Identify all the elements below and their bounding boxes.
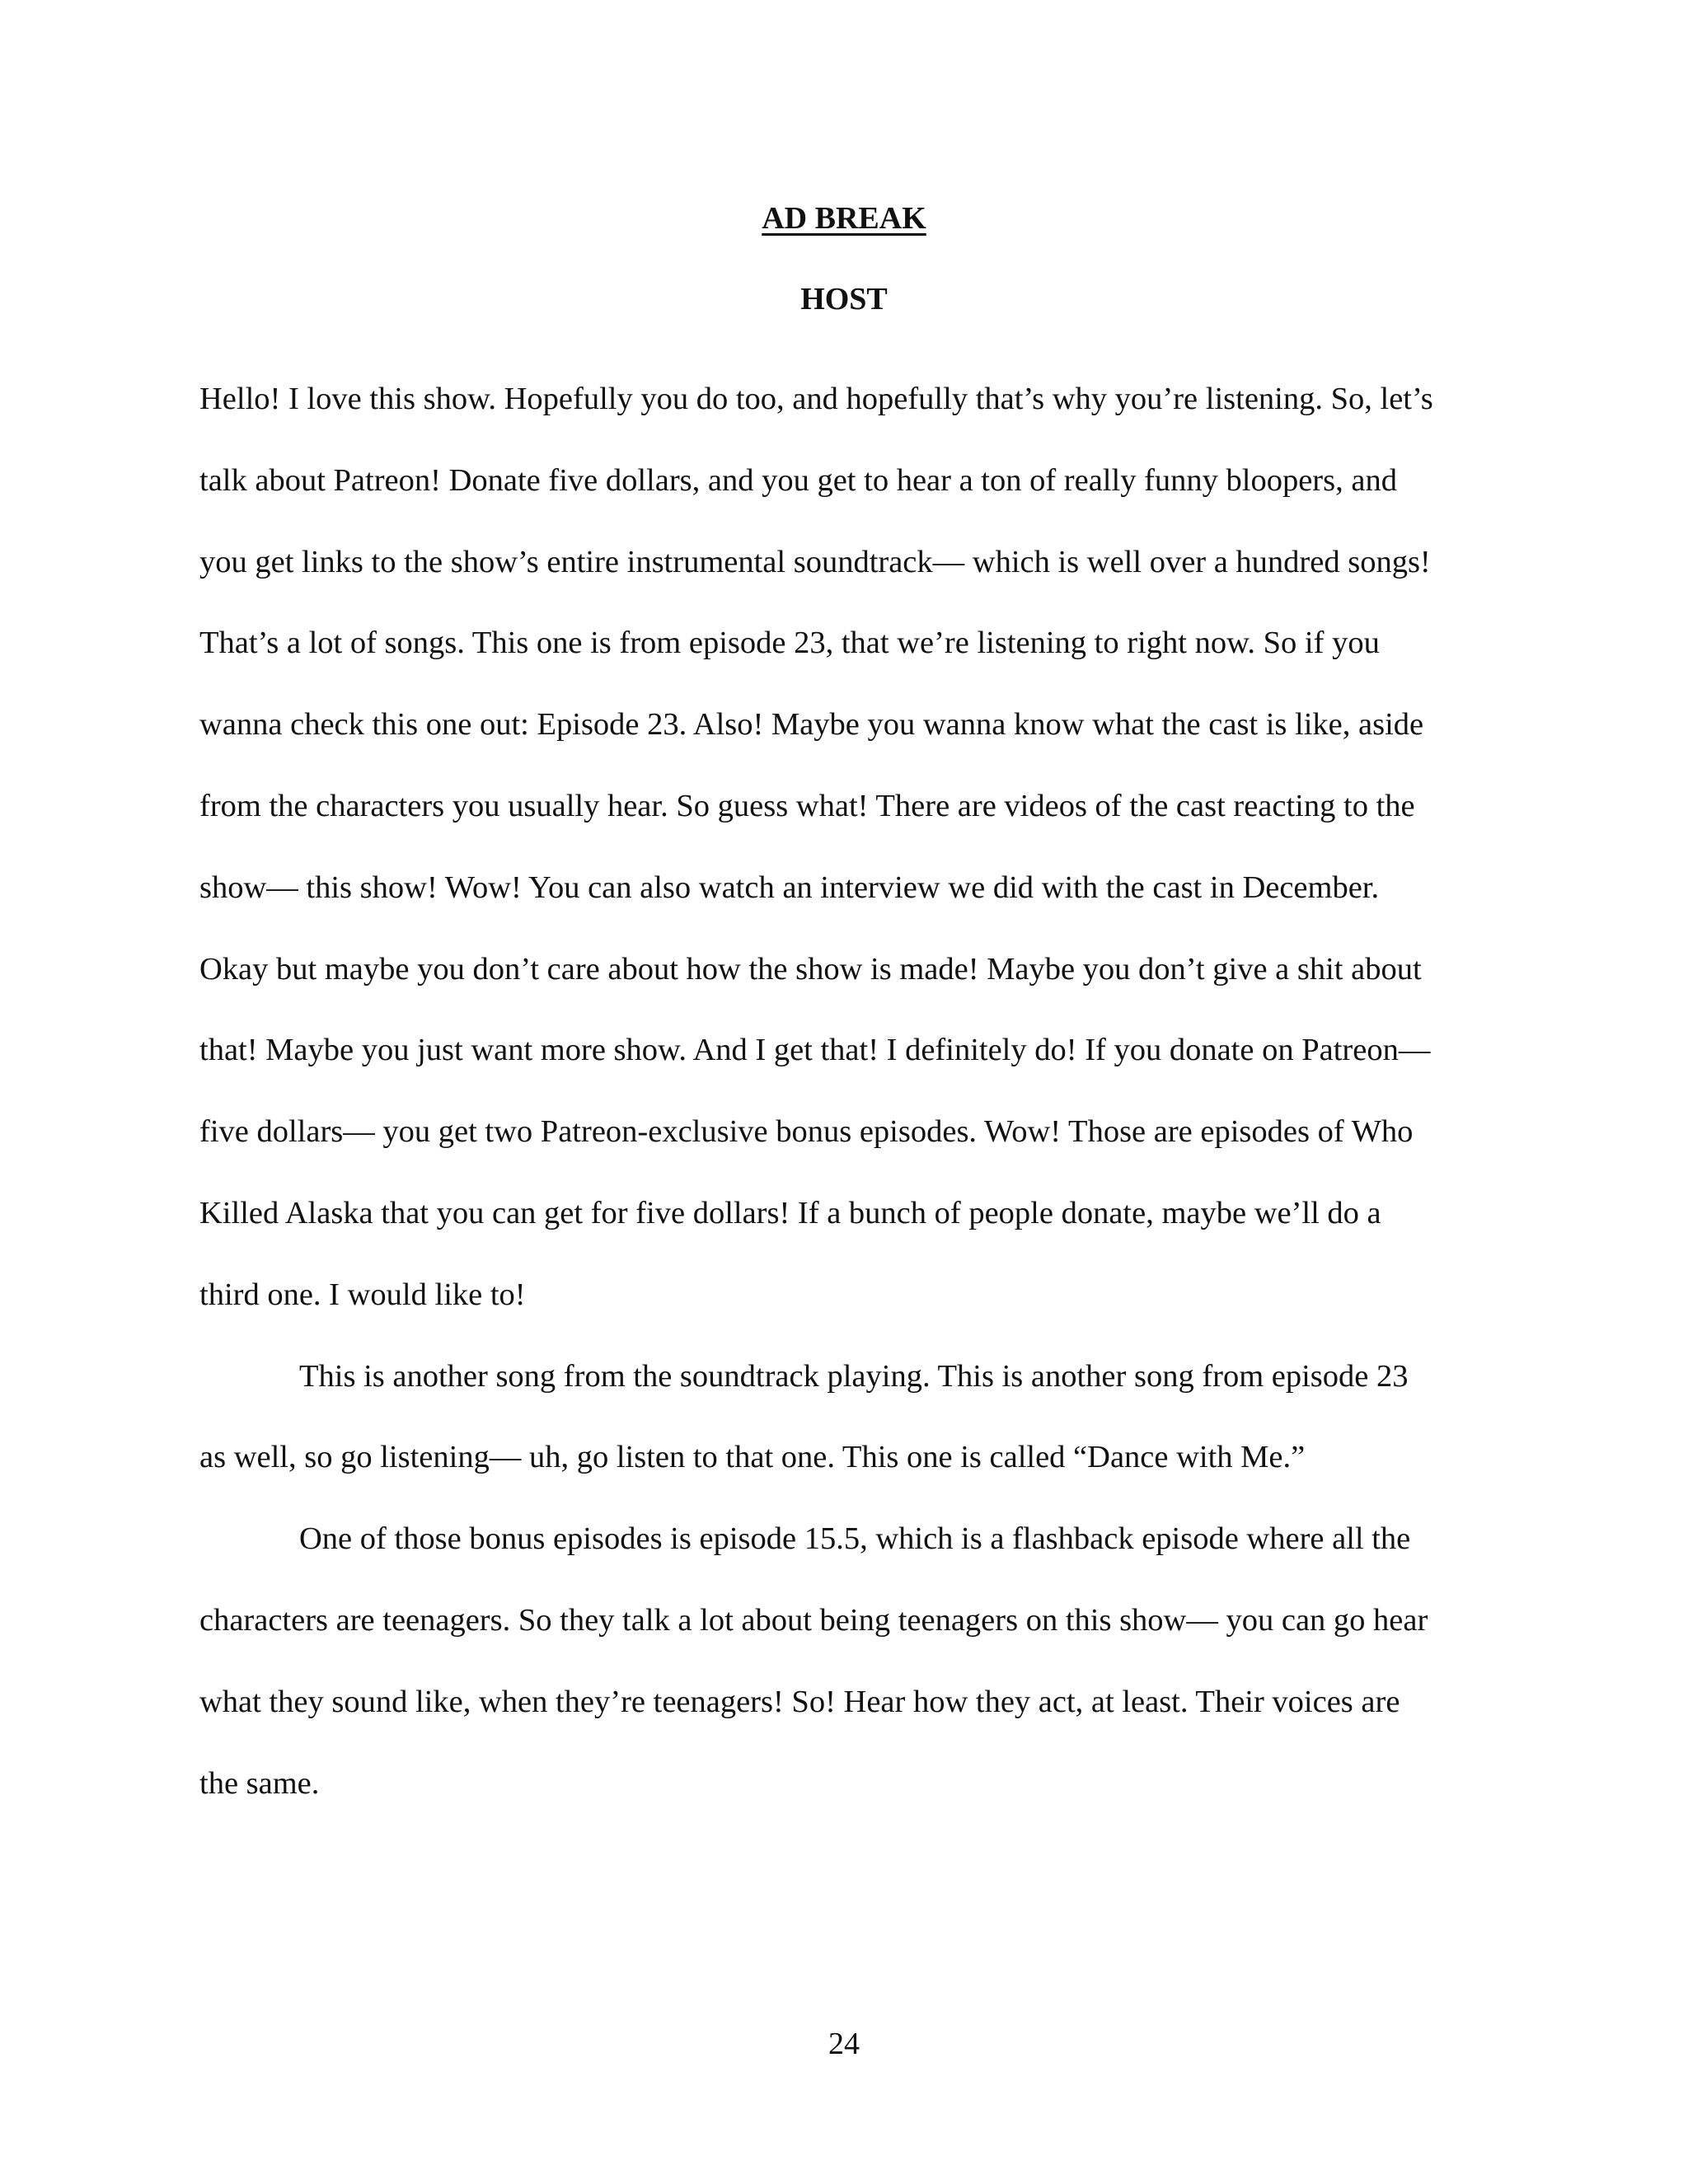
body-line: characters are teenagers. So they talk a lot about being teenagers on this show— you can go hear [199,1602,1428,1638]
body-line: you get links to the show’s entire instrumental soundtrack— which is well over a hundred songs! [199,544,1431,579]
body-line: wanna check this one out: Episode 23. Also! Maybe you wanna know what the cast is like, aside [199,707,1424,743]
body-line: That’s a lot of songs. This one is from episode 23, that we’re listening to right now. So if you [199,626,1380,661]
body-line: This is another song from the soundtrack playing. This is another song from episode 23 [299,1358,1409,1394]
body-line: third one. I would like to! [199,1277,526,1312]
body-line: Killed Alaska that you can get for five dollars! If a bunch of people donate, maybe we’ll do a [199,1195,1381,1230]
body-line: from the characters you usually hear. So guess what! There are videos of the cast reacting to the [199,788,1415,823]
body-line: what they sound like, when they’re teenagers! So! Hear how they act, at least. Their voices are [199,1684,1400,1719]
body-line: as well, so go listening— uh, go listen to that one. This one is called “Dance with Me.” [199,1440,1306,1475]
body-line: Hello! I love this show. Hopefully you do too, and hopefully that’s why you’re listening. So, let’s [199,382,1433,416]
page-number: 24 [828,2027,860,2061]
body-line: the same. [199,1765,320,1801]
body-line: five dollars— you get two Patreon-exclusive bonus episodes. Wow! Those are episodes of Who [199,1114,1414,1150]
section-heading: AD BREAK [762,201,926,236]
body-line: Okay but maybe you don’t care about how the show is made! Maybe you don’t give a shit about [199,951,1422,987]
speaker-name: HOST [800,282,888,316]
body-line: show— this show! Wow! You can also watch an interview we did with the cast in December. [199,869,1380,905]
body-line: that! Maybe you just want more show. And I get that! I definitely do! If you donate on Patreon— [199,1033,1431,1068]
dialogue-body [199,359,1493,1824]
body-line: talk about Patreon! Donate five dollars, and you get to hear a ton of really funny bloopers, and [199,462,1397,498]
body-line: One of those bonus episodes is episode 15.5, which is a flashback episode where all the [299,1521,1411,1557]
